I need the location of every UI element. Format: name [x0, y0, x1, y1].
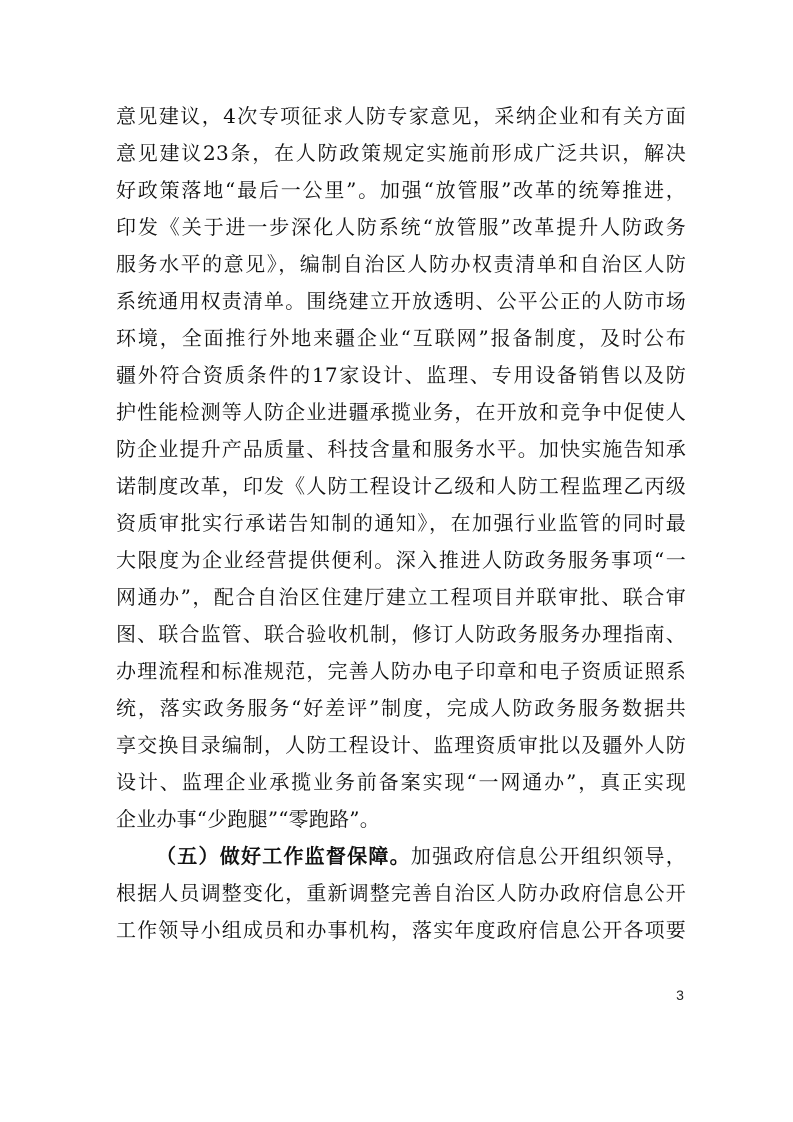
- body-text-line: 享交换目录编制，人防工程设计、监理资质审批以及疆外人防: [116, 733, 686, 757]
- body-text-line: 图、联合监管、联合验收机制，修订人防政务服务办理指南、: [116, 622, 686, 646]
- body-text-line: 统，落实政务服务“好差评”制度，完成人防政务服务数据共: [116, 696, 686, 720]
- body-text-line: 意见建议，4次专项征求人防专家意见，采纳企业和有关方面: [116, 104, 686, 128]
- body-text-line: 网通办”，配合自治区住建厅建立工程项目并联审批、联合审: [116, 585, 686, 609]
- body-text-line: 系统通用权责清单。围绕建立开放透明、公平公正的人防市场: [116, 289, 686, 313]
- body-text-line: 大限度为企业经营提供便利。深入推进人防政务服务事项“一: [116, 548, 686, 572]
- body-text-line: 好政策落地“最后一公里”。加强“放管服”改革的统筹推进，: [116, 178, 686, 202]
- body-text-line: 根据人员调整变化，重新调整完善自治区人防办政府信息公开: [116, 881, 686, 905]
- body-text-line: 设计、监理企业承揽业务前备案实现“一网通办”，真正实现: [116, 770, 686, 794]
- body-text-line: 工作领导小组成员和办事机构，落实年度政府信息公开各项要: [116, 918, 686, 942]
- body-text-line: 环境，全面推行外地来疆企业“互联网”报备制度，及时公布: [116, 326, 686, 350]
- body-text-line: 诺制度改革，印发《人防工程设计乙级和人防工程监理乙丙级: [116, 474, 686, 498]
- body-text-line: 疆外符合资质条件的17家设计、监理、专用设备销售以及防: [116, 363, 686, 387]
- section-heading: （五）做好工作监督保障。: [156, 844, 411, 868]
- body-text-run: 加强政府信息公开组织领导，: [410, 844, 686, 868]
- body-text-line: 防企业提升产品质量、科技含量和服务水平。加快实施告知承: [116, 437, 686, 461]
- body-text-line: 资质审批实行承诺告知制的通知》，在加强行业监管的同时最: [116, 511, 686, 535]
- body-text-line: 企业办事“少跑腿”“零跑路”。: [116, 807, 380, 831]
- body-text-line: 服务水平的意见》，编制自治区人防办权责清单和自治区人防: [116, 252, 686, 276]
- body-text-line: 意见建议23条，在人防政策规定实施前形成广泛共识，解决: [116, 141, 686, 165]
- body-text-line: 护性能检测等人防企业进疆承揽业务，在开放和竞争中促使人: [116, 400, 686, 424]
- body-text-line: 印发《关于进一步深化人防系统“放管服”改革提升人防政务: [116, 215, 686, 239]
- section-heading-line: [156, 844, 686, 868]
- page-number: 3: [676, 987, 684, 1003]
- body-text-line: 办理流程和标准规范，完善人防办电子印章和电子资质证照系: [116, 659, 686, 683]
